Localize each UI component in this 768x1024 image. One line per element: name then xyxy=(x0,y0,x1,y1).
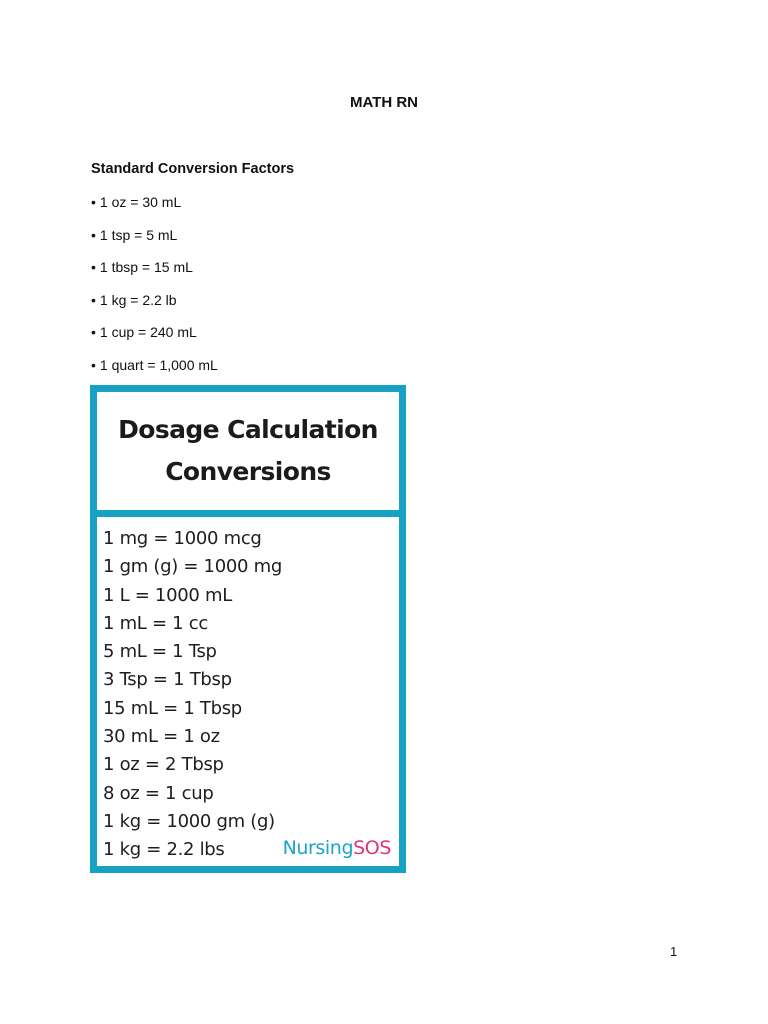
bullet: • xyxy=(91,194,96,210)
conversion-item: 1 oz = 2 Tbsp xyxy=(103,754,224,776)
brand-nursing-text: Nursing xyxy=(282,836,354,859)
list-item xyxy=(91,356,218,389)
card-title-line-1: Dosage Calculation xyxy=(118,415,378,444)
list-item-text: 1 tsp = 5 mL xyxy=(99,226,178,243)
list-item-text: 1 oz = 30 mL xyxy=(99,194,182,210)
dosage-conversions-card xyxy=(90,385,406,873)
conversion-item: 1 kg = 1000 gm (g) xyxy=(103,810,275,832)
conversion-item: 1 mL = 1 cc xyxy=(103,612,208,634)
conversion-item: 1 kg = 2.2 lbs xyxy=(103,839,225,861)
list-item xyxy=(91,226,218,259)
standard-conversion-list xyxy=(91,193,218,389)
conversion-item: 3 Tsp = 1 Tbsp xyxy=(103,669,232,691)
conversion-item: 1 L = 1000 mL xyxy=(103,584,232,606)
brand-sos-text: SOS xyxy=(353,836,391,859)
section-heading: Standard Conversion Factors xyxy=(91,161,295,177)
list-item-text: 1 quart = 1,000 mL xyxy=(99,356,218,373)
document-title: MATH RN xyxy=(349,94,419,111)
conversion-item: 30 mL = 1 oz xyxy=(103,726,220,748)
bullet: • xyxy=(91,259,96,276)
list-item xyxy=(91,193,218,226)
card-body xyxy=(97,517,399,865)
conversion-item: 1 gm (g) = 1000 mg xyxy=(103,556,282,578)
list-item-text: 1 cup = 240 mL xyxy=(99,324,197,341)
dosage-conversion-list xyxy=(103,525,399,865)
conversion-item: 1 mg = 1000 mcg xyxy=(103,528,262,549)
bullet: • xyxy=(91,356,96,373)
list-item-text: 1 kg = 2.2 lb xyxy=(99,291,177,308)
list-item xyxy=(91,323,218,356)
card-title-line-2: Conversions xyxy=(165,457,331,486)
list-item xyxy=(91,291,218,324)
conversion-item: 5 mL = 1 Tsp xyxy=(103,641,217,663)
list-item-text: 1 tbsp = 15 mL xyxy=(99,259,193,276)
conversion-item: 15 mL = 1 Tbsp xyxy=(103,697,242,719)
conversion-item: 8 oz = 1 cup xyxy=(103,782,214,804)
nursingsos-logo xyxy=(283,837,391,859)
card-header xyxy=(97,392,399,517)
bullet: • xyxy=(91,226,96,243)
bullet: • xyxy=(91,291,96,308)
list-item xyxy=(91,258,218,291)
bullet: • xyxy=(91,324,96,341)
page-number: 1 xyxy=(670,944,678,959)
